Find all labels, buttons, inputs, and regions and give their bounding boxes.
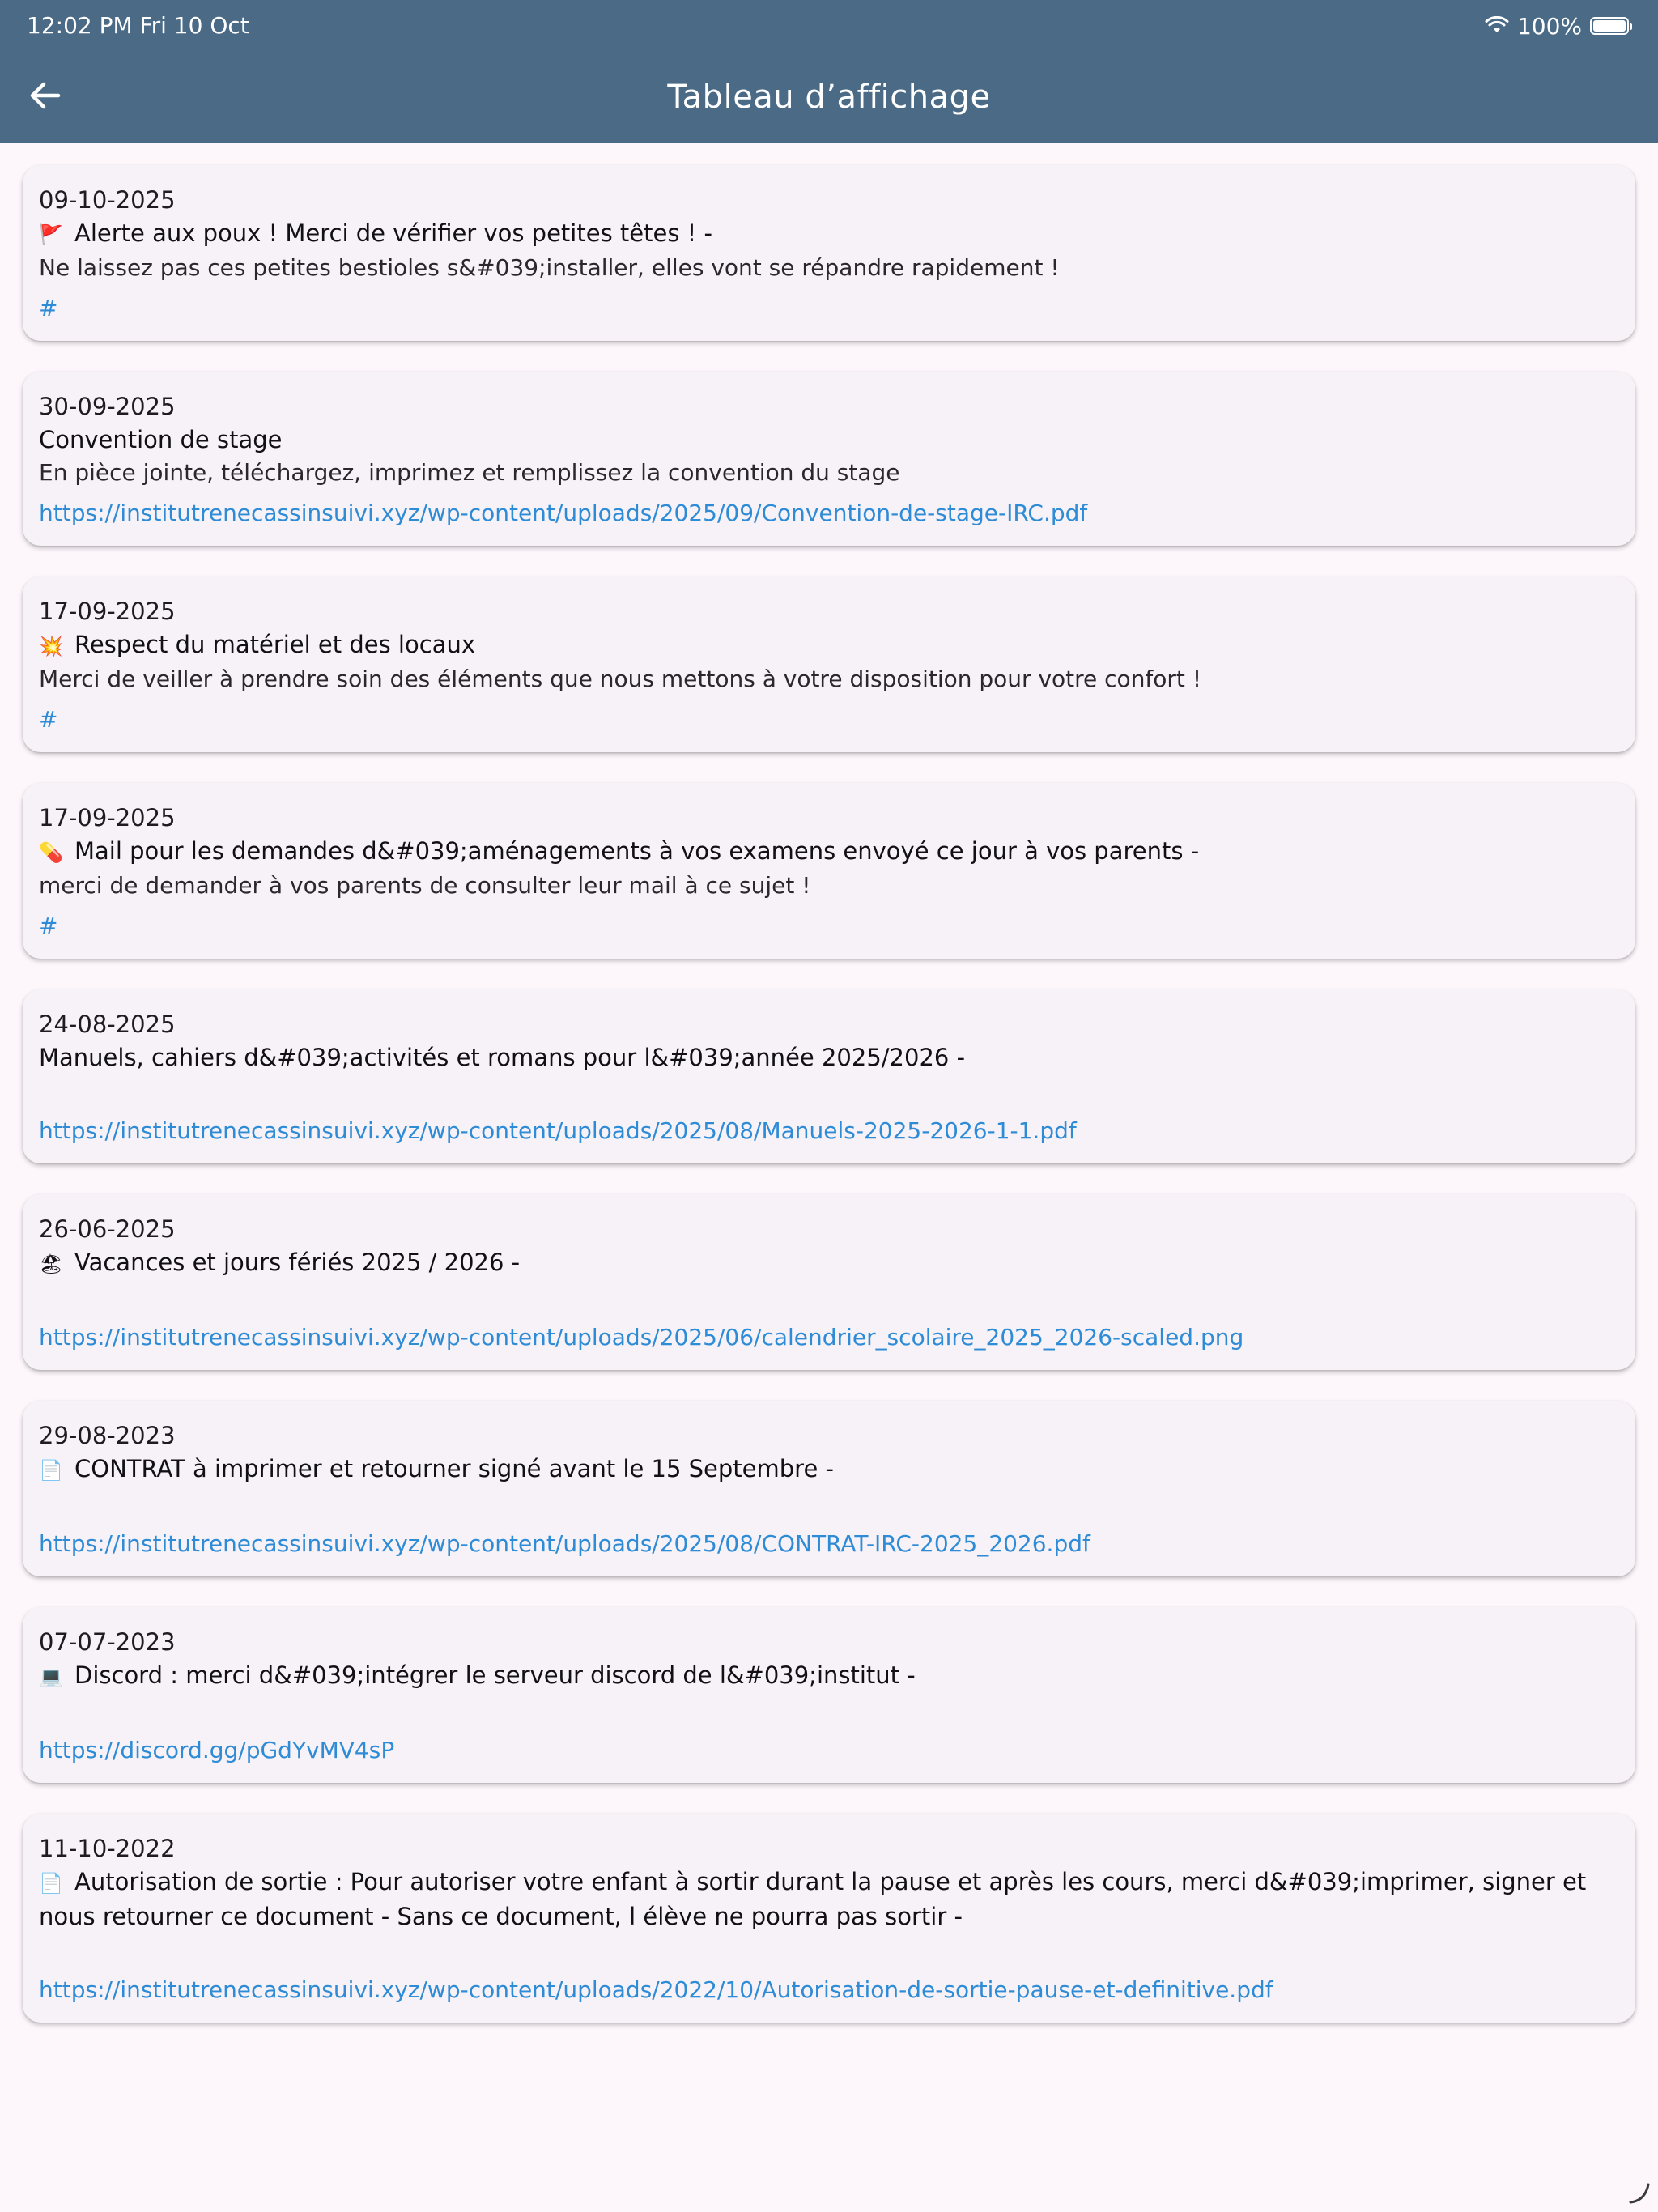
announcement-card	[23, 372, 1635, 546]
announcement-date: 17-09-2025	[39, 804, 176, 832]
announcement-date: 29-08-2023	[39, 1422, 176, 1449]
announcement-description: merci de demander à vos parents de consulter leur mail à ce sujet !	[39, 872, 811, 899]
announcement-emoji-icon: 🚩	[39, 223, 63, 246]
announcement-headline	[39, 423, 1619, 457]
announcement-date: 30-09-2025	[39, 393, 176, 420]
battery-icon	[1590, 17, 1629, 35]
announcement-title: CONTRAT à imprimer et retourner signé avant le 15 Septembre -	[74, 1455, 834, 1482]
status-time: 12:02 PM Fri 10 Oct	[27, 12, 249, 39]
announcement-headline	[39, 1453, 1619, 1487]
announcement-title: Autorisation de sortie : Pour autoriser votre enfant à sortir durant la pause et après les cours, merci d&#039;imprimer, signer et nous retourner ce document - Sans ce document, l élève ne pourra pas sortir -	[39, 1868, 1587, 1930]
announcement-list	[23, 165, 1635, 2053]
announcement-headline	[39, 217, 1619, 252]
announcement-headline	[39, 1865, 1619, 1933]
announcement-description: Merci de veiller à prendre soin des éléments que nous mettons à votre disposition pour votre confort !	[39, 666, 1202, 692]
announcement-headline	[39, 628, 1619, 663]
announcement-title: Respect du matériel et des locaux	[74, 631, 475, 658]
announcement-title: Discord : merci d&#039;intégrer le serveur discord de l&#039;institut -	[74, 1661, 916, 1689]
announcement-headline	[39, 1659, 1619, 1694]
resize-handle-icon	[1627, 2181, 1652, 2206]
announcement-date: 24-08-2025	[39, 1010, 176, 1038]
announcement-headline	[39, 835, 1619, 870]
announcement-link[interactable]: https://institutrenecassinsuivi.xyz/wp-content/uploads/2025/08/CONTRAT-IRC-2025_2026.pdf	[39, 1530, 1090, 1557]
announcement-link[interactable]: #	[39, 912, 58, 939]
announcement-date: 09-10-2025	[39, 186, 176, 214]
status-indicators	[1485, 11, 1629, 40]
announcement-link[interactable]: https://institutrenecassinsuivi.xyz/wp-content/uploads/2025/06/calendrier_scolaire_2025_2026-scaled.png	[39, 1324, 1244, 1351]
announcement-title: Manuels, cahiers d&#039;activités et romans pour l&#039;année 2025/2026 -	[39, 1044, 966, 1071]
announcement-date: 26-06-2025	[39, 1215, 176, 1243]
announcement-title: Vacances et jours fériés 2025 / 2026 -	[74, 1249, 521, 1276]
wifi-icon	[1485, 16, 1509, 36]
announcement-description	[39, 1074, 1619, 1107]
announcement-link[interactable]: #	[39, 706, 58, 733]
announcement-date: 17-09-2025	[39, 598, 176, 625]
announcement-description	[39, 1933, 1619, 1966]
announcement-card	[23, 1814, 1635, 2023]
announcement-card	[23, 989, 1635, 1163]
announcement-title: Mail pour les demandes d&#039;aménagements à vos examens envoyé ce jour à vos parents -	[74, 837, 1200, 865]
announcement-date: 11-10-2022	[39, 1835, 176, 1862]
battery-percent: 100%	[1516, 12, 1582, 40]
announcement-description	[39, 1281, 1619, 1313]
announcement-card	[23, 1607, 1635, 1783]
announcement-link[interactable]: https://institutrenecassinsuivi.xyz/wp-content/uploads/2025/08/Manuels-2025-2026-1-1.pdf	[39, 1117, 1077, 1144]
announcement-description: Ne laissez pas ces petites bestioles s&#039;installer, elles vont se répandre rapidement !	[39, 254, 1060, 281]
announcement-link[interactable]: https://institutrenecassinsuivi.xyz/wp-content/uploads/2025/09/Convention-de-stage-IRC.pdf	[39, 500, 1088, 526]
announcement-card	[23, 165, 1635, 341]
announcement-link[interactable]: https://institutrenecassinsuivi.xyz/wp-content/uploads/2022/10/Autorisation-de-sortie-pause-et-definitive.pdf	[39, 1976, 1273, 2003]
app-bar	[0, 0, 1658, 143]
announcement-link[interactable]: https://discord.gg/pGdYvMV4sP	[39, 1737, 395, 1763]
announcement-headline	[39, 1041, 1619, 1074]
announcement-emoji-icon: 🏖	[39, 1253, 64, 1275]
announcement-card	[23, 1194, 1635, 1370]
page-title: Tableau d’affichage	[667, 79, 991, 116]
announcement-description	[39, 1487, 1619, 1520]
announcement-emoji-icon: 📄	[39, 1872, 63, 1895]
announcement-title: Alerte aux poux ! Merci de vérifier vos petites têtes ! -	[74, 219, 712, 247]
announcement-emoji-icon: 💻	[39, 1665, 63, 1688]
announcement-description: En pièce jointe, téléchargez, imprimez et remplissez la convention du stage	[39, 459, 900, 486]
announcement-description	[39, 1694, 1619, 1726]
announcement-link[interactable]: #	[39, 295, 58, 321]
announcement-card	[23, 1401, 1635, 1576]
announcement-emoji-icon: 📄	[39, 1459, 63, 1482]
announcement-headline	[39, 1246, 1619, 1281]
announcement-emoji-icon: 💥	[39, 635, 63, 657]
announcement-title: Convention de stage	[39, 426, 283, 453]
announcement-emoji-icon: 💊	[39, 841, 63, 864]
announcement-date: 07-07-2023	[39, 1628, 176, 1656]
announcement-card	[23, 576, 1635, 752]
announcement-card	[23, 783, 1635, 959]
